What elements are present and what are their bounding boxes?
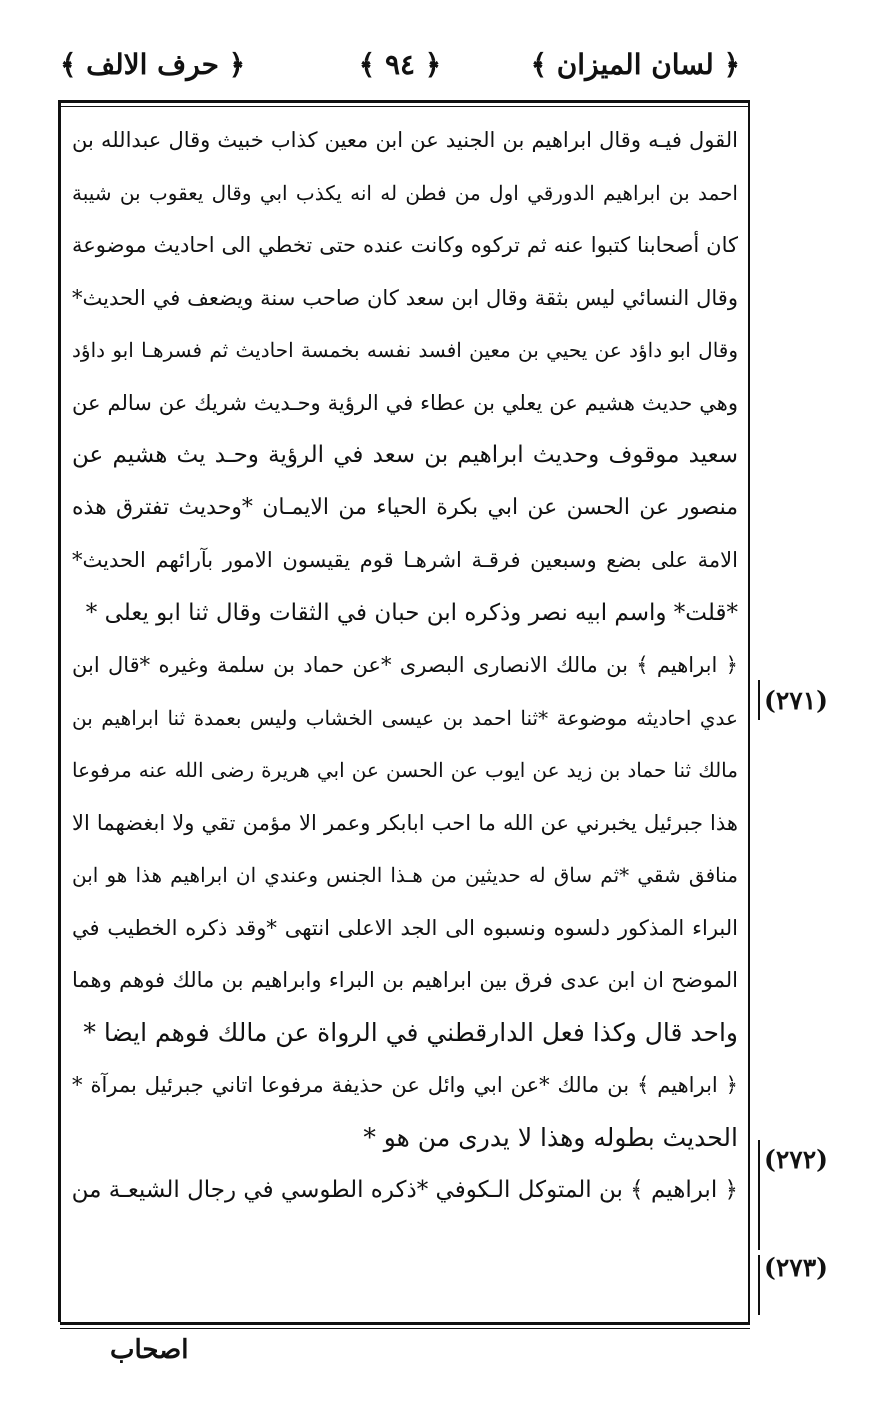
text-line: الامة على بضع وسبعين فرقـة اشرهـا قوم يقيسون الامور بآرائهم الحديث* bbox=[72, 548, 738, 572]
section-title: ﴿ حرف الالف ﴾ bbox=[60, 48, 246, 81]
entry-272-line: ﴿ ابراهيم ﴾ بن مالك *عن ابي وائل عن حذيفة مرفوعا اتاني جبرئيل بمرآة * bbox=[72, 1073, 738, 1097]
text-line: كان أصحابنا كتبوا عنه ثم تركوه وكانت عنده حتى تخطي الى احاديث موضوعة bbox=[72, 233, 738, 257]
entry-number-271: (٢٧١) bbox=[764, 686, 828, 715]
entry-marker-line bbox=[758, 1140, 760, 1250]
text-line: احمد بن ابراهيم الدورقي اول من فطن له انه يكذب ابي وقال يعقوب بن شيبة bbox=[72, 180, 738, 205]
text-line: عدي احاديثه موضوعة *ثنا احمد بن عيسى الخشاب وليس بعمدة ثنا ابراهيم بن bbox=[72, 705, 738, 730]
page-header bbox=[60, 48, 740, 104]
entry-marker-line bbox=[758, 680, 760, 720]
entry-273-line: ﴿ ابراهيم ﴾ بن المتوكل الـكوفي *ذكره الطوسي في رجال الشيعـة من bbox=[72, 1177, 738, 1203]
entry-number-272: (٢٧٢) bbox=[764, 1145, 828, 1174]
text-line: هذا جبرئيل يخبرني عن الله ما احب ابابكر وعمر الا مؤمن تقي ولا ابغضهما الا bbox=[72, 810, 738, 835]
entry-marker-line bbox=[758, 1255, 760, 1315]
frame-bottom-rule bbox=[60, 1322, 750, 1329]
frame-left-rule bbox=[58, 100, 61, 1322]
catchword: اصحاب bbox=[110, 1335, 189, 1365]
main-text bbox=[72, 114, 738, 1217]
text-line: الحديث بطوله وهذا لا يدرى من هو * bbox=[363, 1122, 738, 1152]
text-line: وقال النسائي ليس بثقة وقال ابن سعد كان صاحب سنة ويضعف في الحديث* bbox=[72, 285, 738, 310]
entry-number-273: (٢٧٣) bbox=[764, 1253, 828, 1282]
text-line: *قلت* واسم ابيه نصر وذكره ابن حبان في الثقات وقال ثنا ابو يعلى * bbox=[85, 599, 738, 626]
frame-top-rule bbox=[60, 100, 750, 107]
frame-right-rule bbox=[748, 100, 750, 1322]
text-line: وهي حديث هشيم عن يعلي بن عطاء في الرؤية وحـديث شريك عن سالم عن bbox=[72, 390, 738, 415]
text-line: مالك ثنا حماد بن زيد عن ايوب عن الحسن عن ابي هريرة رضى الله عنه مرفوعا bbox=[72, 758, 738, 782]
page-number: ﴿ ٩٤ ﴾ bbox=[358, 48, 442, 81]
entry-271-line: ﴿ ابراهيم ﴾ بن مالك الانصارى البصرى *عن حماد بن سلمة وغيره *قال ابن bbox=[72, 653, 738, 677]
text-line: وقال ابو داؤد عن يحيي بن معين افسد نفسه بخمسة احاديث ثم فسرهـا ابو داؤد bbox=[72, 338, 738, 362]
text-line: الموضح ان ابن عدى فرق بين ابراهيم بن البراء وابراهيم بن مالك فوهم وهما bbox=[72, 968, 738, 992]
text-line: واحد قال وكذا فعل الدارقطني في الرواة عن مالك فوهم ايضا * bbox=[83, 1017, 738, 1047]
book-title: ﴿ لسان الميزان ﴾ bbox=[530, 48, 740, 81]
text-line: القول فيـه وقال ابراهيم بن الجنيد عن ابن معين كذاب خبيث وقال عبدالله بن bbox=[72, 128, 738, 152]
text-line: منصور عن الحسن عن ابي بكرة الحياء من الايمـان *وحديث تفترق هذه bbox=[72, 494, 738, 520]
text-line: البراء المذكور دلسوه ونسبوه الى الجد الاعلى انتهى *وقد ذكره الخطيب في bbox=[72, 915, 738, 940]
text-line: سعيد موقوف وحديث ابراهيم بن سعد في الرؤية وحـد يث هشيم عن bbox=[72, 442, 738, 468]
text-line: منافق شقي *ثم ساق له حديثين من هـذا الجنس وعندي ان ابراهيم هذا هو ابن bbox=[72, 863, 738, 887]
